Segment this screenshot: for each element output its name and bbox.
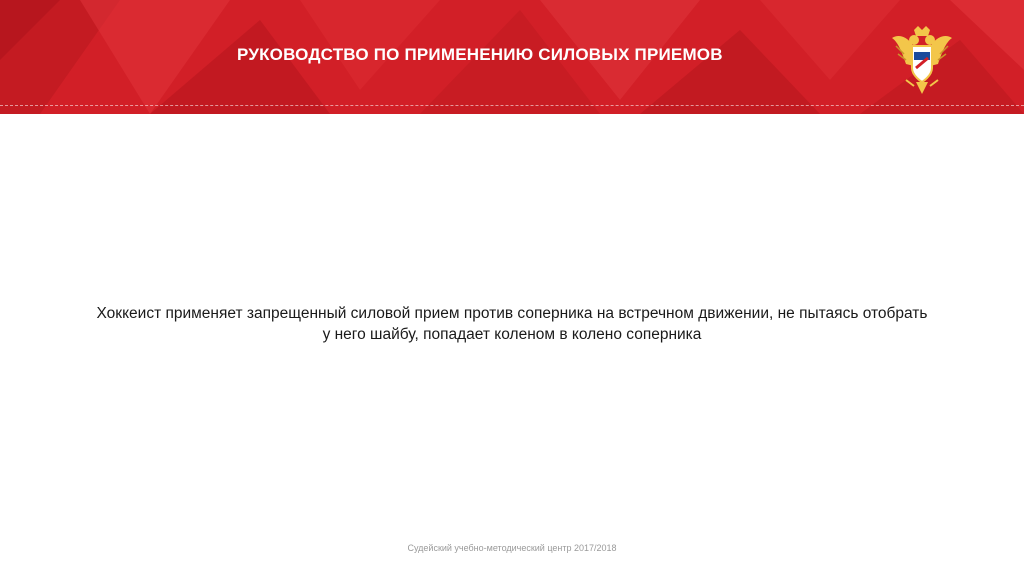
- slide-body-text: [20, 303, 1004, 345]
- slide-footer: Судейский учебно-методический центр 2017/2018: [407, 543, 617, 553]
- dashed-divider: [0, 105, 1024, 106]
- slide-header: [0, 0, 1024, 114]
- body-line-1: Хоккеист применяет запрещенный силовой прием против соперника на встречном движении, не пытаясь отобрать: [96, 305, 928, 322]
- body-line-2: у него шайбу, попадает коленом в колено соперника: [322, 326, 702, 343]
- slide-title: РУКОВОДСТВО ПО ПРИМЕНЕНИЮ СИЛОВЫХ ПРИЕМОВ: [237, 45, 723, 64]
- eagle-emblem-icon: [884, 24, 960, 98]
